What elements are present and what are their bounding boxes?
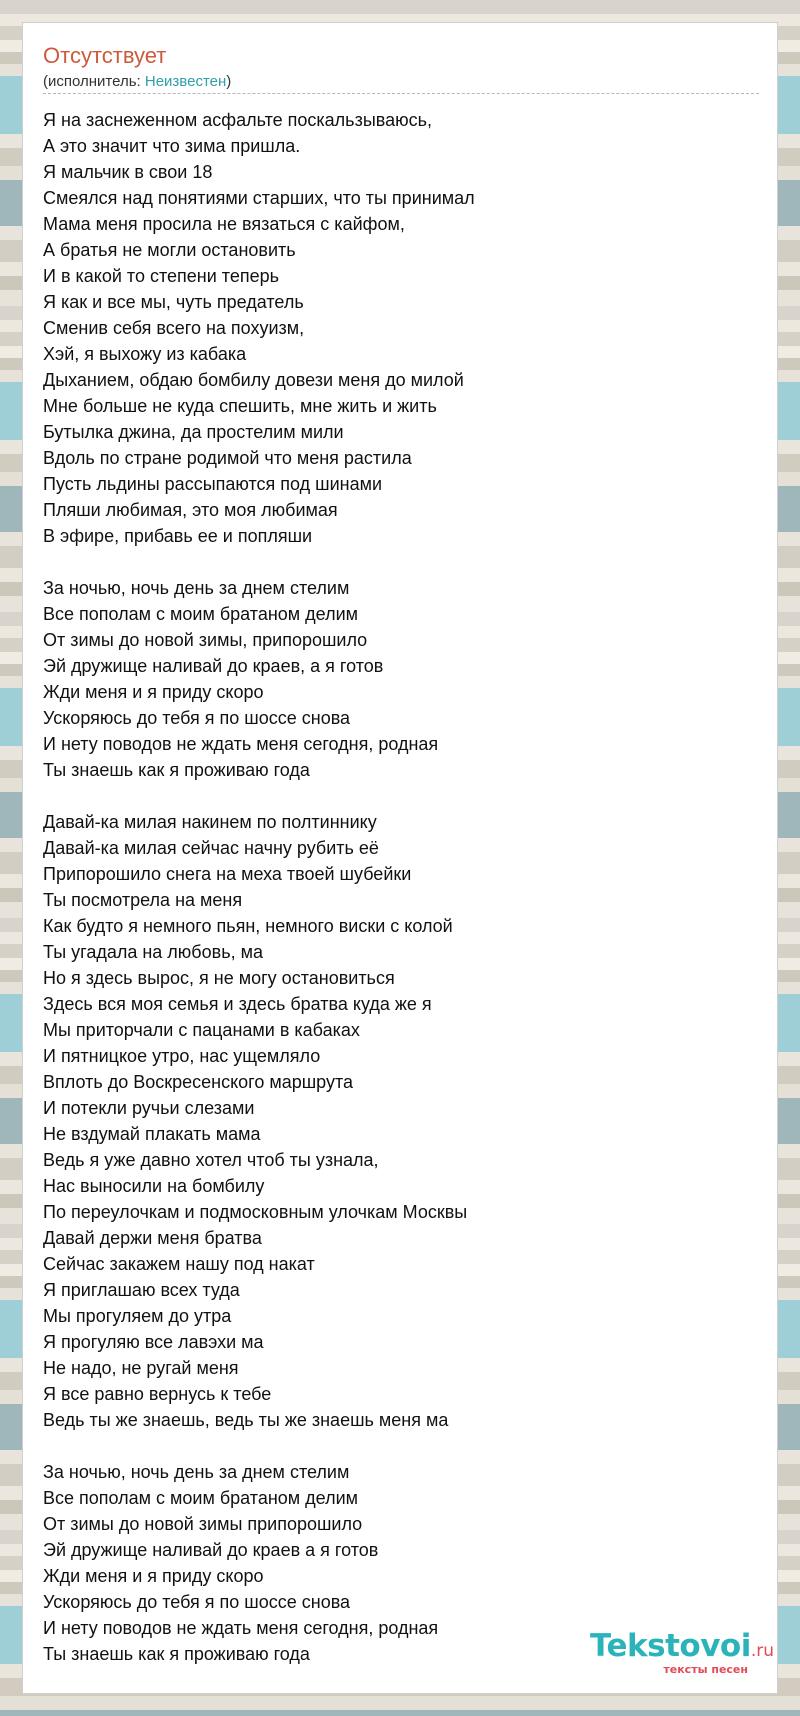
lyric-line: И нету поводов не ждать меня сегодня, родная — [43, 1618, 439, 1638]
song-title: Отсутствует — [43, 43, 167, 68]
lyric-line: Мы приторчали с пацанами в кабаках — [43, 1020, 360, 1040]
logo-main-text: Tekstovoi — [589, 1628, 751, 1664]
lyric-line: Ведь я уже давно хотел чтоб ты узнала, — [43, 1150, 379, 1170]
lyric-line: Как будто я немного пьян, немного виски с колой — [43, 916, 453, 936]
lyric-line: Пляши любимая, это моя любимая — [43, 500, 338, 520]
lyric-line: Все пополам с моим братаном делим — [43, 604, 359, 624]
lyric-line: Я все равно вернусь к тебе — [43, 1384, 272, 1404]
lyric-line: Жди меня и я приду скоро — [43, 682, 264, 702]
lyric-line: Эй дружище наливай до краев, а я готов — [43, 656, 384, 676]
lyrics-text — [43, 107, 759, 1667]
lyric-line: Не вздумай плакать мама — [43, 1124, 261, 1144]
lyric-line: Припорошило снега на меха твоей шубейки — [43, 864, 412, 884]
lyric-line: А это значит что зима пришла. — [43, 136, 301, 156]
artist-line — [43, 73, 759, 94]
lyric-line: Пусть льдины рассыпаются под шинами — [43, 474, 383, 494]
lyric-line: И потекли ручьи слезами — [43, 1098, 255, 1118]
logo-domain: .ru — [750, 1641, 774, 1661]
lyric-line: Я на заснеженном асфальте поскальзываюсь, — [43, 110, 433, 130]
lyric-line: Нас выносили на бомбилу — [43, 1176, 265, 1196]
lyric-line: А братья не могли остановить — [43, 240, 296, 260]
lyric-line: Ускоряюсь до тебя я по шоссе снова — [43, 1592, 351, 1612]
lyric-line: От зимы до новой зимы припорошило — [43, 1514, 363, 1534]
lyric-line: Эй дружище наливай до краев а я готов — [43, 1540, 379, 1560]
lyric-line: Не надо, не ругай меня — [43, 1358, 239, 1378]
lyric-line: Сейчас закажем нашу под накат — [43, 1254, 315, 1274]
logo-subtitle: тексты песен — [663, 1663, 748, 1676]
lyric-line: Здесь вся моя семья и здесь братва куда же я — [43, 994, 432, 1014]
lyric-line: Ты знаешь как я проживаю года — [43, 760, 310, 780]
lyric-line: Я мальчик в свои 18 — [43, 162, 213, 182]
lyric-line: Ведь ты же знаешь, ведь ты же знаешь меня ма — [43, 1410, 449, 1430]
lyric-line: Но я здесь вырос, я не могу остановиться — [43, 968, 395, 988]
lyric-line: Ты угадала на любовь, ма — [43, 942, 263, 962]
lyric-line: Ты знаешь как я проживаю года — [43, 1644, 310, 1664]
lyric-line: Я прогуляю все лавэхи ма — [43, 1332, 264, 1352]
lyric-blank-line — [43, 549, 759, 575]
lyric-blank-line — [43, 1433, 759, 1459]
lyric-line: Я приглашаю всех туда — [43, 1280, 240, 1300]
lyric-line: И в какой то степени теперь — [43, 266, 279, 286]
lyric-line: Мне больше не куда спешить, мне жить и жить — [43, 396, 437, 416]
lyric-line: За ночью, ночь день за днем стелим — [43, 578, 350, 598]
lyric-line: Сменив себя всего на похуизм, — [43, 318, 305, 338]
lyric-line: Давай-ка милая накинем по полтиннику — [43, 812, 377, 832]
lyrics-card — [22, 22, 778, 1694]
lyric-line: Все пополам с моим братаном делим — [43, 1488, 359, 1508]
artist-prefix: (исполнитель: — [43, 73, 145, 90]
artist-suffix: ) — [226, 73, 232, 90]
lyric-line: И пятницкое утро, нас ущемляло — [43, 1046, 321, 1066]
lyric-line: И нету поводов не ждать меня сегодня, родная — [43, 734, 439, 754]
logo-wordmark — [590, 1630, 774, 1667]
lyric-blank-line — [43, 783, 759, 809]
lyric-line: В эфире, прибавь ее и попляши — [43, 526, 313, 546]
lyric-line: Вплоть до Воскресенского маршрута — [43, 1072, 354, 1092]
lyric-line: От зимы до новой зимы, припорошило — [43, 630, 368, 650]
artist-link[interactable]: Неизвестен — [144, 73, 227, 90]
lyric-line: Ускоряюсь до тебя я по шоссе снова — [43, 708, 351, 728]
lyric-line: Жди меня и я приду скоро — [43, 1566, 264, 1586]
site-logo[interactable] — [590, 1630, 774, 1676]
lyric-line: За ночью, ночь день за днем стелим — [43, 1462, 350, 1482]
lyric-line: Я как и все мы, чуть предатель — [43, 292, 304, 312]
lyric-line: Хэй, я выхожу из кабака — [43, 344, 247, 364]
lyric-line: Давай-ка милая сейчас начну рубить её — [43, 838, 379, 858]
lyric-line: Мама меня просила не вязаться с кайфом, — [43, 214, 405, 234]
lyric-line: Мы прогуляем до утра — [43, 1306, 232, 1326]
lyric-line: По переулочкам и подмосковным улочкам Москвы — [43, 1202, 468, 1222]
lyric-line: Дыханием, обдаю бомбилу довези меня до милой — [43, 370, 464, 390]
lyric-line: Давай держи меня братва — [43, 1228, 262, 1248]
lyric-line: Вдоль по стране родимой что меня растила — [43, 448, 412, 468]
lyric-line: Смеялся над понятиями старших, что ты принимал — [43, 188, 475, 208]
lyric-line: Ты посмотрела на меня — [43, 890, 243, 910]
lyric-line: Бутылка джина, да простелим мили — [43, 422, 344, 442]
